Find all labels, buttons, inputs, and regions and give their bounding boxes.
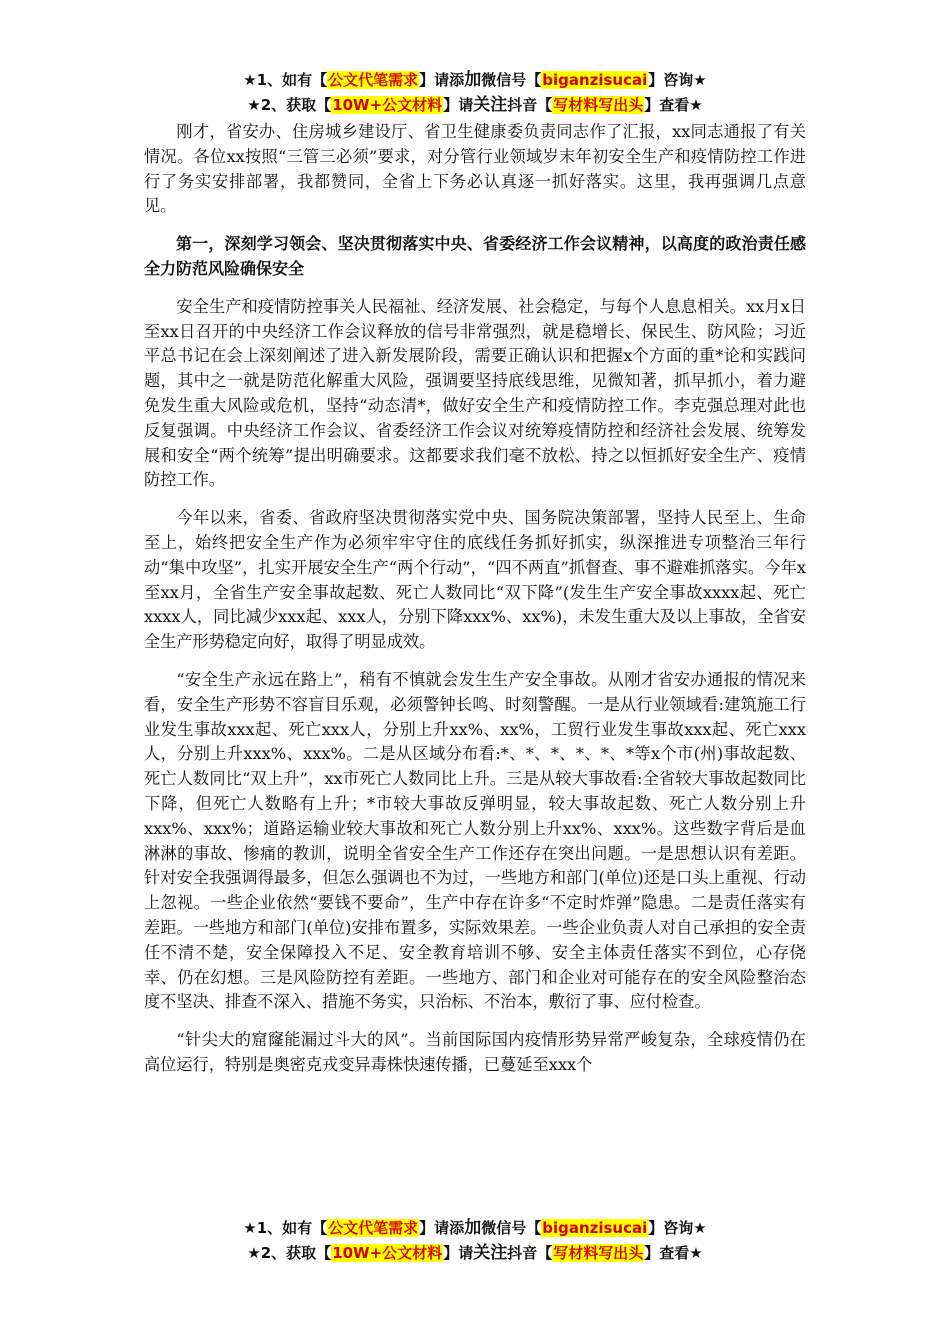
body-paragraph: 今年以来，省委、省政府坚决贯彻落实党中央、国务院决策部署，坚持人民至上、生命至上，始终把安全生产作为必须牢牢守住的底线任务抓好抓实，纵深推进专项整治三年行动“集中攻坚”，扎实开展安全生产“两个行动”，“四不两直”抓督查、事不避难抓落实。今年x至xx月，全省生产安全事故起数、死亡人数同比“双下降”(发生生产安全事故xxxx起、死亡xxxx人，同比减少xxx起、xxx人，分别下降xxx%、xx%)，未发生重大及以上事故，全省安全生产形势稳定向好，取得了明显成效。 [144, 508, 806, 652]
promo-text: 】请 [443, 96, 474, 114]
promo-highlight: 写材料写出头 [553, 96, 644, 114]
promo-highlight: 写材料写出头 [553, 1244, 644, 1262]
section-heading: 第一，深刻学习领会、坚决贯彻落实中央、省委经济工作会议精神，以高度的政治责任感全力防范风险确保安全 [144, 234, 806, 278]
promo-emphasis: 加 [464, 1218, 482, 1238]
promo-emphasis: 加 [464, 70, 482, 90]
footer-promo-line-2 [0, 1241, 950, 1265]
promo-highlight: 10W+公文材料 [332, 96, 443, 114]
promo-text: 】咨询★ [648, 1219, 707, 1237]
promo-highlight: 10W+公文材料 [332, 1244, 443, 1262]
header-promo-line-2 [0, 93, 950, 117]
promo-emphasis: 关注 [473, 95, 508, 115]
body-paragraph: 安全生产和疫情防控事关人民福祉、经济发展、社会稳定，与每个人息息相关。xx月x日至xx日召开的中央经济工作会议释放的信号非常强烈，就是稳增长、保民生、防风险；习近平总书记在会上深刻阐述了进入新发展阶段，需要正确认识和把握x个方面的重*论和实践问题，其中之一就是防范化解重大风险，强调要坚持底线思维，见微知著，抓早抓小，着力避免发生重大风险或危机，坚持“动态清*，做好安全生产和疫情防控工作。李克强总理对此也反复强调。中央经济工作会议、省委经济工作会议对统筹疫情防控和经济社会发展、统筹发展和安全“两个统筹”提出明确要求。这都要求我们毫不放松、持之以恒抓好安全生产、疫情防控工作。 [144, 296, 806, 490]
promo-text: 】查看★ [644, 1244, 703, 1262]
promo-text: 抖音【 [507, 1244, 553, 1262]
body-paragraph: “安全生产永远在路上”，稍有不慎就会发生生产安全事故。从刚才省安办通报的情况来看，安全生产形势不容盲目乐观，必须警钟长鸣、时刻警醒。一是从行业领域看:建筑施工行业发生事故xxx起、死亡xxx人，分别上升xx%、xx%，工贸行业发生事故xxx起、死亡xxx人，分别上升xxx%、xxx%。二是从区域分布看:*、*、*、*、*、*等x个市(州)事故起数、死亡人数同比“双上升”，xx市死亡人数同比上升。三是从较大事故看:全省较大事故起数同比下降，但死亡人数略有上升；*市较大事故反弹明显，较大事故起数、死亡人数分别上升xxx%、xxx%；道路运输业较大事故和死亡人数分别上升xx%、xxx%。这些数字背后是血淋淋的事故、惨痛的教训，说明全省安全生产工作还存在突出问题。一是思想认识有差距。针对安全我强调得最多，但怎么强调也不为过，一些地方和部门(单位)还是口头上重视、行动上忽视。一些企业依然“要钱不要命”，生产中存在许多“不定时炸弹”隐患。二是责任落实有差距。一些地方和部门(单位)安排布置多，实际效果差。一些企业负责人对自己承担的安全责任不清不楚，安全保障投入不足、安全教育培训不够、安全主体责任落实不到位，心存侥幸、仍在幻想。三是风险防控有差距。一些地方、部门和企业对可能存在的安全风险整治态度不坚决、排查不深入、措施不务实，只治标、不治本，敷衍了事、应付检查。 [144, 669, 806, 1012]
document-body [144, 120, 806, 1091]
promo-text: ★2、获取【 [247, 1244, 332, 1262]
promo-text: 微信号【 [481, 71, 542, 89]
body-paragraph: 刚才，省安办、住房城乡建设厅、省卫生健康委负责同志作了汇报，xx同志通报了有关情况。各位xx按照“三管三必须”要求，对分管行业领域岁末年初安全生产和疫情防控工作进行了务实安排部署，我都赞同，全省上下务必认真逐一抓好落实。这里，我再强调几点意见。 [144, 122, 806, 216]
promo-highlight: biganzisucai [542, 1219, 648, 1237]
promo-text: 】咨询★ [648, 71, 707, 89]
header-promo-line-1 [0, 68, 950, 92]
promo-text: 】请添 [419, 71, 465, 89]
promo-text: 】请添 [419, 1219, 465, 1237]
promo-text: 】查看★ [644, 96, 703, 114]
promo-highlight: 公文代笔需求 [328, 1219, 419, 1237]
promo-text: 抖音【 [507, 96, 553, 114]
body-paragraph: “针尖大的窟窿能漏过斗大的风”。当前国际国内疫情形势异常严峻复杂，全球疫情仍在高位运行，特别是奥密克戎变异毒株快速传播，已蔓延至xxx个 [144, 1030, 806, 1074]
promo-emphasis: 关注 [473, 1243, 508, 1263]
promo-text: 微信号【 [481, 1219, 542, 1237]
promo-highlight: 公文代笔需求 [328, 71, 419, 89]
promo-text: ★1、如有【 [243, 71, 328, 89]
promo-text: ★2、获取【 [247, 96, 332, 114]
promo-text: 】请 [443, 1244, 474, 1262]
footer-promo-line-1 [0, 1216, 950, 1240]
promo-highlight: biganzisucai [542, 71, 648, 89]
promo-text: ★1、如有【 [243, 1219, 328, 1237]
